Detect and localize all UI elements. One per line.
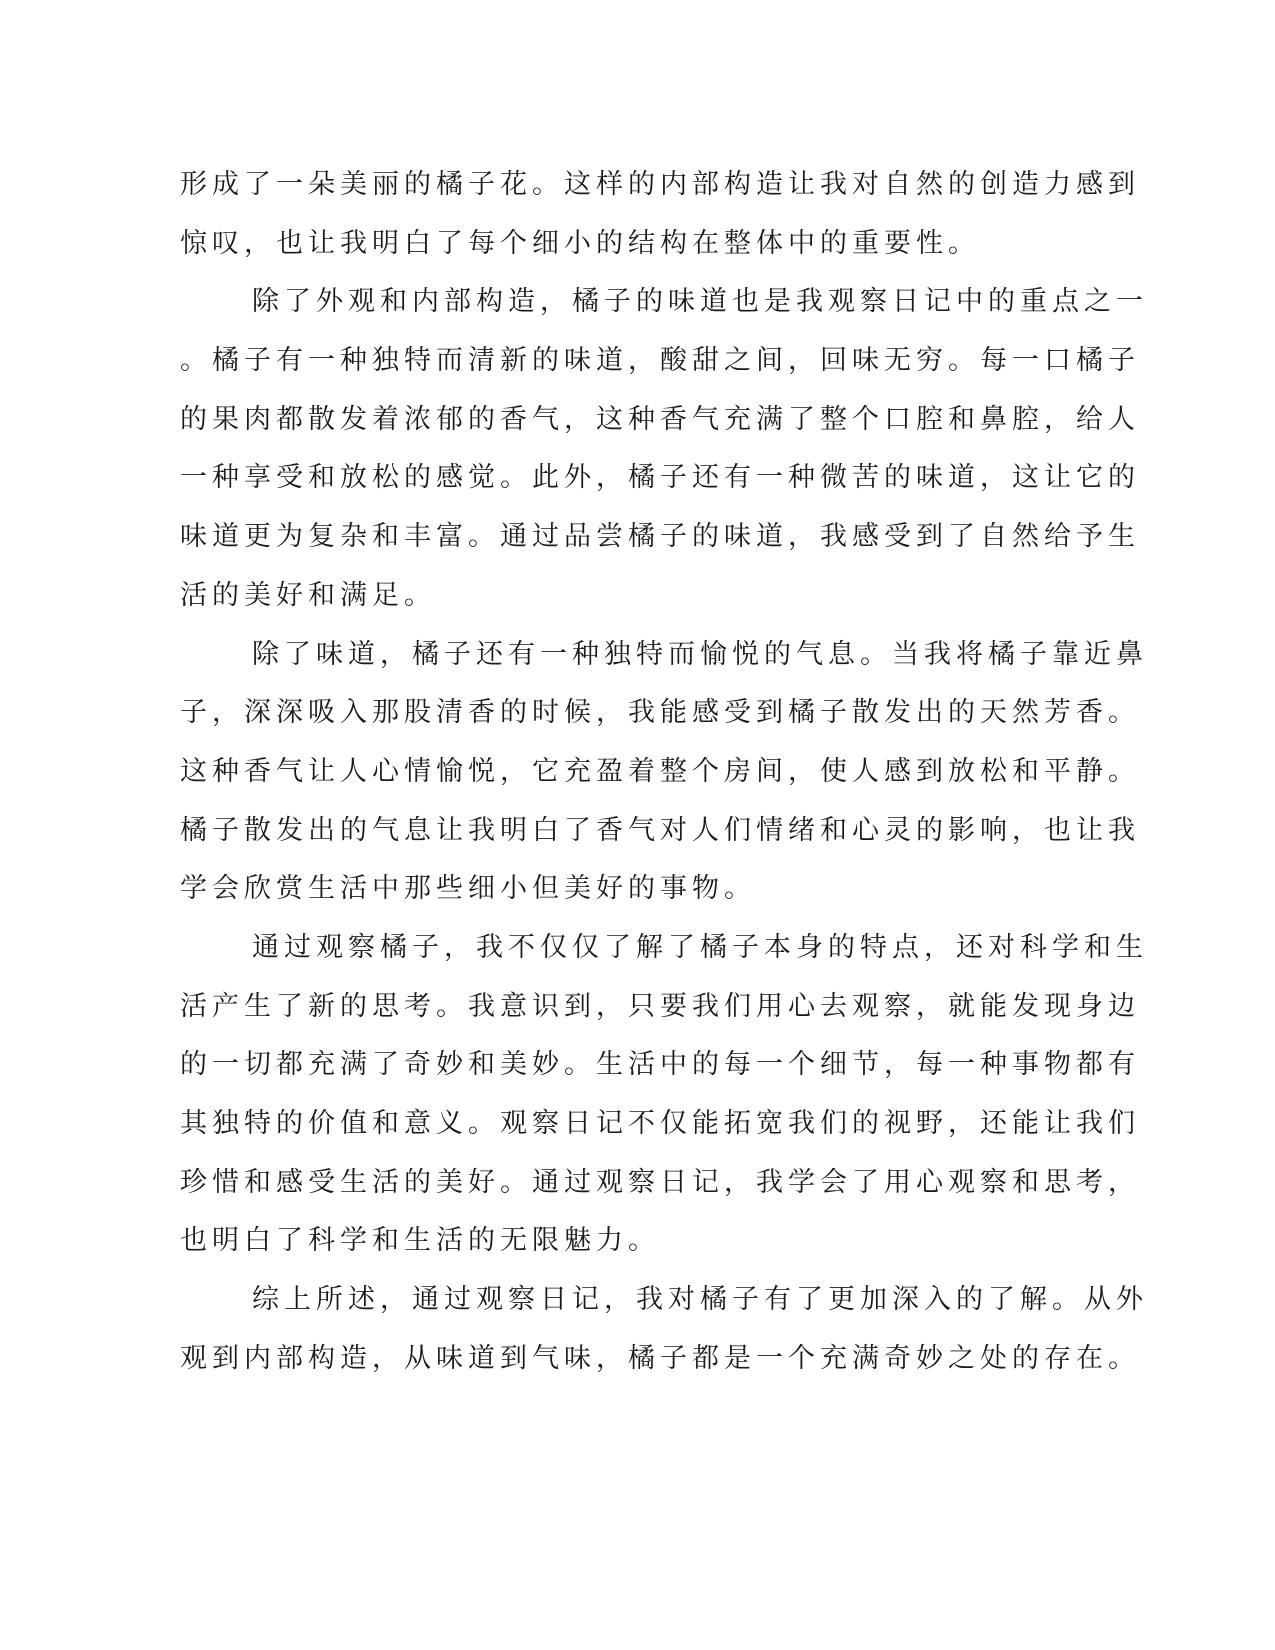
text-line: 惊叹，也让我明白了每个细小的结构在整体中的重要性。 — [180, 227, 980, 259]
text-line: 的果肉都散发着浓郁的香气，这种香气充满了整个口腔和鼻腔，给人 — [180, 403, 1140, 435]
paragraph-start-line: 除了味道，橘子还有一种独特而愉悦的气息。当我将橘子靠近鼻 — [252, 638, 1148, 670]
text-line: 形成了一朵美丽的橘子花。这样的内部构造让我对自然的创造力感到 — [180, 169, 1140, 200]
text-line: 观到内部构造，从味道到气味，橘子都是一个充满奇妙之处的存在。 — [180, 1342, 1140, 1374]
paragraph-start-line: 通过观察橘子，我不仅仅了解了橘子本身的特点，还对科学和生 — [252, 931, 1148, 963]
text-line: 子，深深吸入那股清香的时候，我能感受到橘子散发出的天然芳香。 — [180, 697, 1140, 729]
text-line: 珍惜和感受生活的美好。通过观察日记，我学会了用心观察和思考， — [180, 1166, 1140, 1198]
paragraph-start-line: 综上所述，通过观察日记，我对橘子有了更加深入的了解。从外 — [252, 1284, 1148, 1316]
text-line: 这种香气让人心情愉悦，它充盈着整个房间，使人感到放松和平静。 — [180, 755, 1140, 787]
text-line: 其独特的价值和意义。观察日记不仅能拓宽我们的视野，还能让我们 — [180, 1108, 1140, 1139]
text-line: 味道更为复杂和丰富。通过品尝橘子的味道，我感受到了自然给予生 — [180, 521, 1140, 553]
body-text — [180, 156, 1148, 1388]
text-line: 的一切都充满了奇妙和美妙。生活中的每一个细节，每一种事物都有 — [180, 1049, 1140, 1081]
text-line: 也明白了科学和生活的无限魅力。 — [180, 1225, 660, 1257]
text-line: 学会欣赏生活中那些细小但美好的事物。 — [180, 873, 756, 905]
text-line: 活产生了新的思考。我意识到，只要我们用心去观察，就能发现身边 — [180, 990, 1140, 1022]
text-line: 。橘子有一种独特而清新的味道，酸甜之间，回味无穷。每一口橘子 — [180, 345, 1140, 377]
paragraph-start-line: 除了外观和内部构造，橘子的味道也是我观察日记中的重点之一 — [252, 286, 1148, 318]
text-line: 一种享受和放松的感觉。此外，橘子还有一种微苦的味道，这让它的 — [180, 462, 1140, 494]
text-line: 橘子散发出的气息让我明白了香气对人们情绪和心灵的影响，也让我 — [180, 814, 1140, 846]
text-line: 活的美好和满足。 — [180, 579, 436, 611]
